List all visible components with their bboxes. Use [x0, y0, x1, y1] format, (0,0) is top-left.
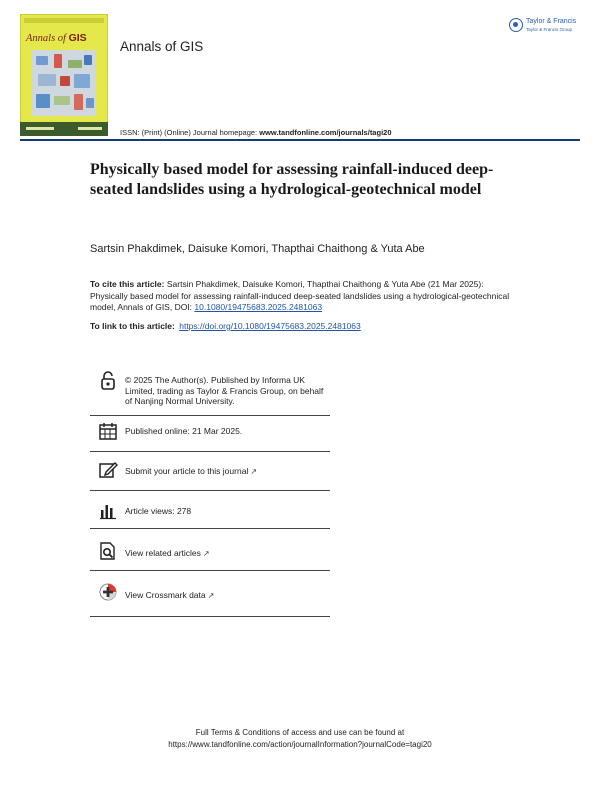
tf-logo-icon	[509, 18, 523, 32]
header-divider	[20, 139, 580, 141]
issn-line	[120, 128, 392, 137]
row-divider	[90, 570, 330, 571]
submit-article-label: Submit your article to this journal	[125, 466, 249, 476]
row-divider	[90, 451, 330, 452]
cover-title-prefix: Annals of	[26, 33, 66, 44]
footer-journal-info-url[interactable]: https://www.tandfonline.com/action/journalInformation?journalCode=tagi20	[168, 740, 432, 749]
bar-chart-icon	[98, 500, 118, 520]
row-divider	[90, 490, 330, 491]
citation-text: Sartsin Phakdimek, Daisuke Komori, Thapthai Chaithong & Yuta Abe (21 Mar 2025): Physically based model for assessing rainfall-induced deep-seated landslides using a hydrological-geotechnical model, Annals of GIS, DOI:	[90, 279, 510, 312]
citation-block	[90, 279, 520, 314]
external-link-icon: ↗	[207, 591, 215, 600]
cover-map-artwork	[32, 50, 96, 116]
license-row	[90, 370, 330, 414]
taylor-francis-logo	[509, 16, 581, 38]
article-views-row	[90, 498, 330, 524]
article-link-line	[90, 321, 361, 331]
edit-pencil-icon	[98, 460, 118, 480]
issn-text: ISSN: (Print) (Online) Journal homepage:	[120, 128, 258, 137]
link-label: To link to this article:	[90, 321, 175, 331]
related-articles-link[interactable]	[125, 548, 330, 560]
open-access-lock-icon	[98, 371, 118, 391]
crossmark-label: View Crossmark data	[125, 590, 206, 600]
crossmark-row[interactable]	[90, 580, 330, 610]
related-search-icon	[98, 541, 118, 561]
article-doi-url-link[interactable]: https://doi.org/10.1080/19475683.2025.2481063	[179, 321, 361, 331]
crossmark-link[interactable]	[125, 590, 330, 602]
terms-footer	[0, 727, 600, 751]
submit-article-row[interactable]	[90, 458, 330, 486]
citation-doi-link[interactable]: 10.1080/19475683.2025.2481063	[194, 302, 323, 312]
journal-homepage-link[interactable]: www.tandfonline.com/journals/tagi20	[259, 128, 392, 137]
row-divider	[90, 616, 330, 617]
article-views-count: Article views: 278	[125, 506, 192, 516]
tf-logo-line2: Taylor & Francis Group	[526, 27, 573, 32]
journal-name: Annals of GIS	[120, 39, 204, 54]
row-divider	[90, 415, 330, 416]
published-row	[90, 420, 330, 448]
cover-title-brand: GIS	[68, 32, 87, 44]
calendar-icon	[98, 421, 118, 441]
tf-logo-line1: Taylor & Francis	[526, 18, 577, 25]
cover-journal-title	[26, 32, 87, 44]
external-link-icon: ↗	[202, 549, 210, 558]
cover-publisher-strip	[20, 122, 108, 136]
related-articles-label: View related articles	[125, 548, 201, 558]
license-text: © 2025 The Author(s). Published by Informa UK Limited, trading as Taylor & Francis Group, on behalf of Nanjing Normal University.	[125, 375, 324, 406]
row-divider	[90, 528, 330, 529]
crossmark-icon	[98, 582, 118, 602]
footer-terms-text: Full Terms & Conditions of access and use can be found at	[195, 728, 405, 737]
article-title: Physically based model for assessing rainfall-induced deep-seated landslides using a hydrological-geotechnical model	[90, 161, 494, 198]
published-date: Published online: 21 Mar 2025.	[125, 426, 243, 436]
cover-top-strip	[24, 18, 104, 23]
related-articles-row[interactable]	[90, 540, 330, 566]
external-link-icon: ↗	[250, 467, 258, 476]
article-authors: Sartsin Phakdimek, Daisuke Komori, Thapthai Chaithong & Yuta Abe	[90, 243, 425, 255]
journal-cover-thumbnail	[20, 14, 108, 136]
citation-label: To cite this article:	[90, 279, 165, 289]
submit-article-link[interactable]	[125, 466, 330, 478]
